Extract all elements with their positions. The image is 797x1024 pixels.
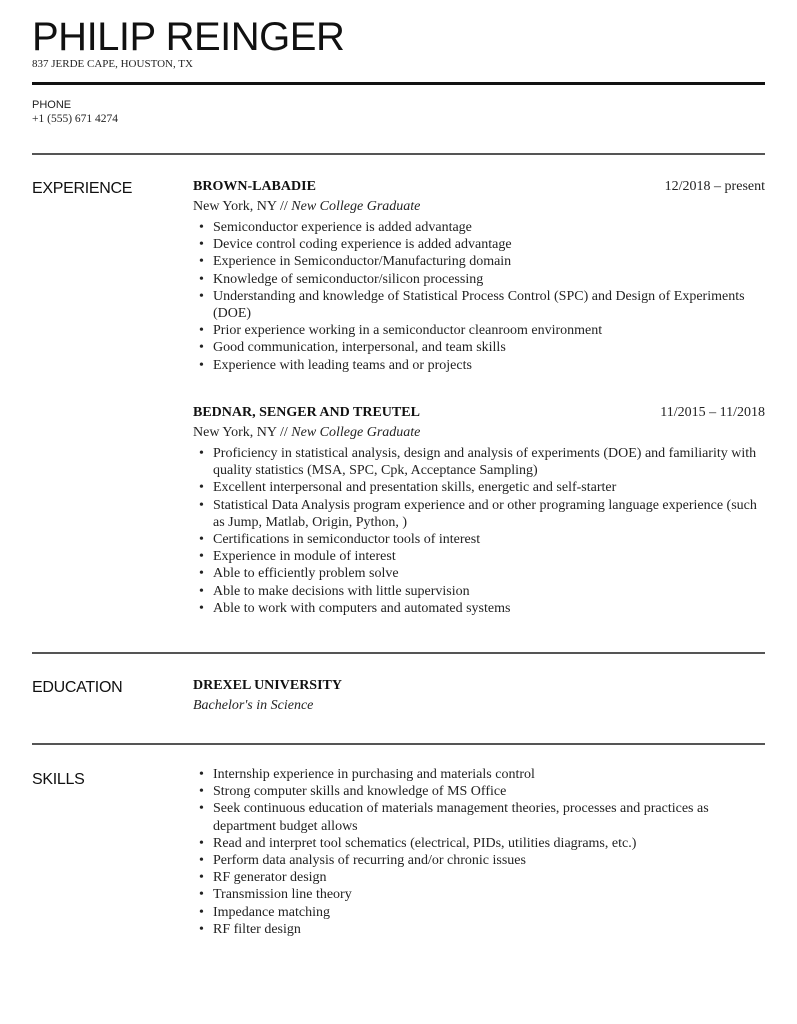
bullet-item: • Semiconductor experience is added advantage <box>213 219 765 236</box>
bullet-item: • Able to efficiently problem solve <box>213 565 765 582</box>
skill-item: • Seek continuous education of materials management theories, processes and practices as department budget allows <box>213 800 765 834</box>
bullet-item: • Good communication, interpersonal, and team skills <box>213 339 765 356</box>
job-dates: 11/2015 – 11/2018 <box>660 405 765 420</box>
section-label-skills: SKILLS <box>32 771 85 788</box>
job-bullets <box>193 219 765 374</box>
skill-item: • RF filter design <box>213 921 765 938</box>
school-name: DREXEL UNIVERSITY <box>193 678 342 693</box>
section-label-education: EDUCATION <box>32 679 123 696</box>
section-divider <box>32 652 765 654</box>
bullet-item: • Prior experience working in a semiconductor cleanroom environment <box>213 322 765 339</box>
bullet-item: • Knowledge of semiconductor/silicon processing <box>213 271 765 288</box>
job-subtitle: New York, NY // New College Graduate <box>193 199 421 214</box>
bullet-item: • Statistical Data Analysis program experience and or other programing language experience (such as Jump, Matlab, Origin, Python, ) <box>213 497 765 531</box>
skill-item: • Strong computer skills and knowledge of MS Office <box>213 783 765 800</box>
candidate-name: PHILIP REINGER <box>32 15 345 59</box>
employer-name: BROWN-LABADIE <box>193 179 316 194</box>
skills-list <box>193 766 765 938</box>
skill-item: • Impedance matching <box>213 904 765 921</box>
education-entry <box>193 676 765 716</box>
skill-item: • Perform data analysis of recurring and/or chronic issues <box>213 852 765 869</box>
section-label-experience: EXPERIENCE <box>32 180 133 197</box>
skill-item: • Transmission line theory <box>213 886 765 903</box>
bullet-item: • Experience in Semiconductor/Manufacturing domain <box>213 253 765 270</box>
section-divider <box>32 153 765 155</box>
candidate-address: 837 JERDE CAPE, HOUSTON, TX <box>32 58 193 70</box>
job-entry <box>193 403 765 617</box>
skill-item: • Read and interpret tool schematics (electrical, PIDs, utilities diagrams, etc.) <box>213 835 765 852</box>
job-location: New York, NY <box>193 199 277 214</box>
bullet-item: • Experience with leading teams and or projects <box>213 357 765 374</box>
job-title: New College Graduate <box>291 199 421 214</box>
employer-name: BEDNAR, SENGER AND TREUTEL <box>193 405 420 420</box>
bullet-item: • Proficiency in statistical analysis, design and analysis of experiments (DOE) and familiarity with quality statistics (MSA, SPC, Cpk, Acceptance Sampling) <box>213 445 765 479</box>
section-divider <box>32 743 765 745</box>
job-entry <box>193 177 765 374</box>
skill-item: • Internship experience in purchasing and materials control <box>213 766 765 783</box>
skill-item: • RF generator design <box>213 869 765 886</box>
phone-label: PHONE <box>32 99 72 111</box>
job-subtitle: New York, NY // New College Graduate <box>193 425 421 440</box>
degree: Bachelor's in Science <box>193 698 314 713</box>
bullet-item: • Device control coding experience is added advantage <box>213 236 765 253</box>
bullet-item: • Experience in module of interest <box>213 548 765 565</box>
bullet-item: • Understanding and knowledge of Statistical Process Control (SPC) and Design of Experiments (DOE) <box>213 288 765 322</box>
job-location: New York, NY <box>193 425 277 440</box>
skills-entry <box>193 766 765 938</box>
bullet-item: • Excellent interpersonal and presentation skills, energetic and self-starter <box>213 479 765 496</box>
job-title: New College Graduate <box>291 425 421 440</box>
bullet-item: • Certifications in semiconductor tools of interest <box>213 531 765 548</box>
bullet-item: • Able to make decisions with little supervision <box>213 583 765 600</box>
bullet-item: • Able to work with computers and automated systems <box>213 600 765 617</box>
job-bullets <box>193 445 765 617</box>
header-divider <box>32 82 765 85</box>
phone-value: +1 (555) 671 4274 <box>32 113 119 125</box>
job-dates: 12/2018 – present <box>664 179 765 194</box>
